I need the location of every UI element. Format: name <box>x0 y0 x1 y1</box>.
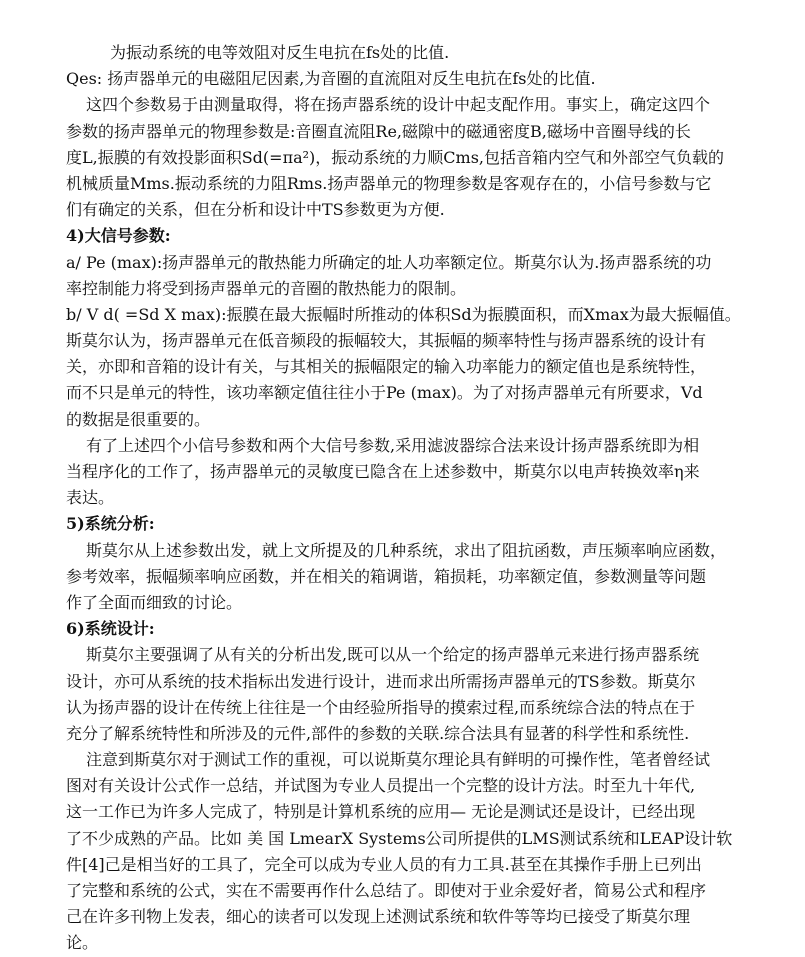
text-line: 参考效率，振幅频率响应函数，并在相关的箱调谐，箱损耗，功率额定值，参数测量等问题 <box>66 566 707 586</box>
text-line: 斯莫尔认为，扬声器单元在低音频段的振幅较大，其振幅的频率特性与扬声器系统的设计有 <box>66 331 707 351</box>
text-line: 己在许多刊物上发表，细心的读者可以发现上述测试系统和软件等等均已接受了斯莫尔理 <box>66 907 691 927</box>
text-line: 了完整和系统的公式，实在不需要再作什么总结了。即使对于业余爱好者，简易公式和程序 <box>66 881 707 900</box>
text-line: 斯莫尔从上述参数出发，就上文所提及的几种系统，求出了阻抗函数，声压频率响应函数， <box>86 540 727 560</box>
text-line: a/ Pe (max):扬声器单元的散热能力所确定的址人功率额定位。斯莫尔认为.扬声器系统的功 <box>66 252 712 272</box>
text-line: 当程序化的工作了，扬声器单元的灵敏度已隐含在上述参数中，斯莫尔以电声转换效率η来 <box>66 462 700 481</box>
text-line: 论。 <box>66 933 99 953</box>
text-line: 认为扬声器的设计在传统上往往是一个由经验所指导的摸索过程,而系统综合法的特点在于 <box>66 697 696 717</box>
text-line: 作了全面而细致的讨论。 <box>66 592 243 612</box>
text-line: 们有确定的关系，但在分析和设计中TS参数更为方便. <box>66 200 445 220</box>
text-line: 这四个参数易于由测量取得，将在扬声器系统的设计中起支配作用。事实上，确定这四个 <box>86 95 711 115</box>
text-line: 斯莫尔主要强调了从有关的分析出发,既可以从一个给定的扬声器单元来进行扬声器系统 <box>86 645 700 665</box>
text-line: 了不少成熟的产品。比如 美 国 LmearX Systems公司所提供的LMS测试系统和LEAP设计软 <box>66 828 733 848</box>
text-line: 这一工作已为许多人完成了，特别是计算机系统的应用— 无论是测试还是设计，已经出现 <box>66 802 696 822</box>
document-body <box>66 40 746 957</box>
text-line: 设计，亦可从系统的技术指标出发进行设计，进而求出所需扬声器单元的TS参数。斯莫尔 <box>66 671 696 691</box>
text-line: 有了上述四个小信号参数和两个大信号参数,采用滤波器综合法来设计扬声器系统即为相 <box>86 435 700 455</box>
text-line: b/ V d( =Sd X max):振膜在最大振幅时所推动的体积Sd为振膜面积，而Xmax为最大振幅值。 <box>66 304 741 324</box>
text-line: 度L,振膜的有效投影面积Sd(=πa²)，振动系统的力顺Cms,包括音箱内空气和外部空气负载的 <box>66 147 724 167</box>
text-line: 率控制能力将受到扬声器单元的音圈的散热能力的限制。 <box>66 278 467 298</box>
section-heading: 4)大信号参数: <box>66 226 171 246</box>
text-line: 关，亦即和音箱的设计有关，与其相关的振幅限定的输入功率能力的额定值也是系统特性， <box>66 357 707 377</box>
section-heading: 6)系统设计: <box>66 619 155 639</box>
text-line: 图对有关设计公式作一总结，并试图为专业人员提出一个完整的设计方法。时至九十年代, <box>66 776 696 796</box>
section-heading: 5)系统分析: <box>66 514 155 534</box>
text-line: 注意到斯莫尔对于测试工作的重视，可以说斯莫尔理论具有鲜明的可操作性，笔者曾经试 <box>86 750 711 770</box>
text-line: 表达。 <box>66 488 115 508</box>
text-line: 参数的扬声器单元的物理参数是:音圈直流阻Re,磁隙中的磁通密度B,磁场中音圈导线的长 <box>66 121 691 141</box>
text-line: 为振动系统的电等效阻对反生电抗在fs处的比值. <box>110 43 450 62</box>
text-line: Qes: 扬声器单元的电磁阻尼因素,为音圈的直流阻对反生电抗在fs处的比值. <box>66 69 596 89</box>
text-line: 机械质量Mms.振动系统的力阻Rms.扬声器单元的物理参数是客观存在的，小信号参数与它 <box>66 173 712 193</box>
text-line: 充分了解系统特性和所涉及的元件,部件的参数的关联.综合法具有显著的科学性和系统性. <box>66 723 690 743</box>
text-line: 件[4]己是相当好的工具了，完全可以成为专业人员的有力工具.甚至在其操作手册上已列出 <box>66 854 702 874</box>
text-line: 而不只是单元的特性，该功率额定值往往小于Pe (max)。为了对扬声器单元有所要求，Vd <box>66 383 703 403</box>
text-line: 的数据是很重要的。 <box>66 409 211 429</box>
